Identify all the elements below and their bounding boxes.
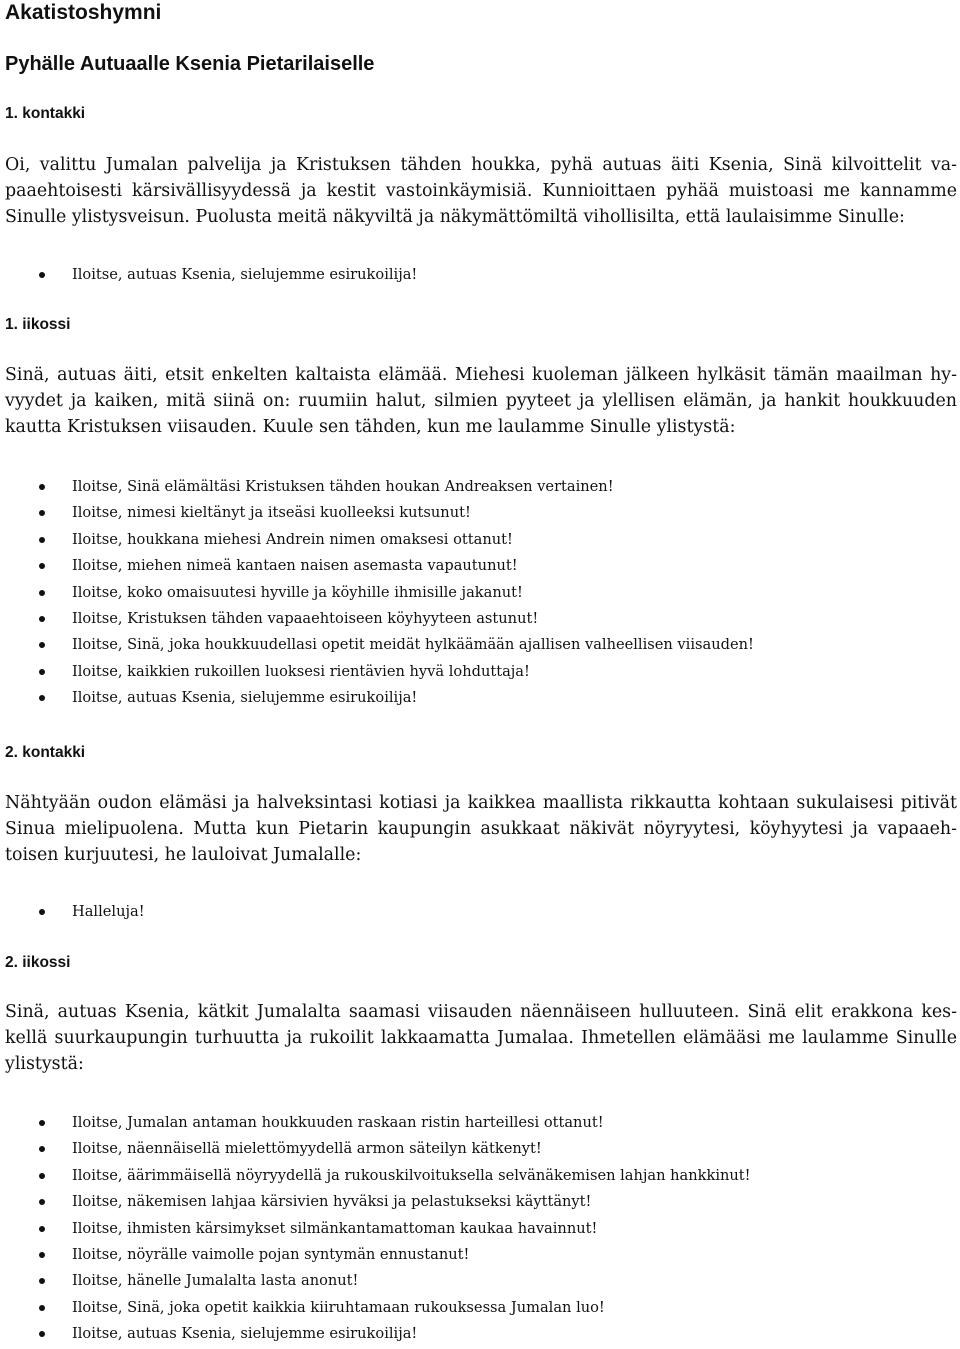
list-item xyxy=(0,1268,950,1294)
bullet-icon xyxy=(39,563,45,569)
section-paragraph: Sinä, autuas äiti, etsit enkelten kaltaista elämää. Miehesi kuoleman jälkeen hylkäsit tämän maailman hyvyydet ja kaiken, mitä siinä on: ruumiin halut, silmien pyyteet ja ylellisen elämän, ja hankit houkkuuden kautta Kristuksen viisauden. Kuule sen tähden, kun me laulamme Sinulle ylistystä: xyxy=(5,365,957,437)
list-item xyxy=(0,1189,950,1215)
section-heading: 2. iikossi xyxy=(5,954,71,971)
section-list xyxy=(0,474,950,712)
bullet-icon xyxy=(39,510,45,516)
list-item-text: Iloitse, Jumalan antaman houkkuuden raskaan ristin harteillesi ottanut! xyxy=(72,1114,604,1131)
list-item-text: Iloitse, miehen nimeä kantaen naisen asemasta vapautunut! xyxy=(72,557,518,575)
list-item-text: Iloitse, kaikkien rukoillen luoksesi rientävien hyvä lohduttaja! xyxy=(72,662,530,680)
bullet-icon xyxy=(39,484,45,490)
list-item xyxy=(0,1136,950,1162)
list-item xyxy=(0,685,950,711)
section-list xyxy=(0,1110,950,1348)
bullet-icon xyxy=(39,669,45,675)
document-subtitle: Pyhälle Autuaalle Ksenia Pietarilaiselle xyxy=(5,53,375,75)
list-item-text: Iloitse, autuas Ksenia, sielujemme esirukoilija! xyxy=(72,689,418,707)
list-item xyxy=(0,1110,950,1136)
list-item-text: Iloitse, näkemisen lahjaa kärsivien hyväksi ja pelastukseksi käyttänyt! xyxy=(72,1193,592,1211)
list-item-text: Iloitse, Sinä elämältäsi Kristuksen tähden houkan Andreaksen vertainen! xyxy=(72,478,614,495)
bullet-icon xyxy=(39,537,45,543)
bullet-icon xyxy=(39,272,45,278)
section-list xyxy=(0,262,950,288)
list-item-text: Iloitse, äärimmäisellä nöyryydellä ja rukouskilvoituksella selvänäkemisen lahjan hankkinut! xyxy=(72,1166,751,1184)
bullet-icon xyxy=(39,590,45,596)
list-item xyxy=(0,606,950,632)
list-item xyxy=(0,262,950,288)
section-paragraph: Nähtyään oudon elämäsi ja halveksintasi kotiasi ja kaikkea maallista rikkautta kohtaan sukulaisesi pitivät Sinua mielipuolena. Mutta kun Pietarin kaupungin asukkaat näkivät nöyryytesi, köyhyytesi ja vapaaehtoisen kurjuutesi, he lauloivat Jumalalle: xyxy=(5,793,957,865)
document-title: Akatistoshymni xyxy=(5,1,162,24)
section-heading: 2. kontakki xyxy=(5,744,86,761)
list-item-text: Halleluja! xyxy=(72,903,145,920)
list-item-text: Iloitse, hänelle Jumalalta lasta anonut! xyxy=(72,1272,359,1290)
list-item-text: Iloitse, Sinä, joka opetit kaikkia kiiruhtamaan rukouksessa Jumalan luo! xyxy=(72,1298,605,1316)
list-item-text: Iloitse, nöyrälle vaimolle pojan syntymän ennustanut! xyxy=(72,1245,470,1263)
list-item xyxy=(0,1321,950,1347)
bullet-icon xyxy=(39,1305,45,1311)
list-item xyxy=(0,1242,950,1268)
section-list xyxy=(0,899,950,925)
bullet-icon xyxy=(39,1146,45,1152)
list-item xyxy=(0,659,950,685)
list-item xyxy=(0,1163,950,1189)
list-item xyxy=(0,632,950,658)
list-item xyxy=(0,580,950,606)
bullet-icon xyxy=(39,616,45,622)
bullet-icon xyxy=(39,642,45,648)
section-paragraph: Sinä, autuas Ksenia, kätkit Jumalalta saamasi viisauden näennäiseen hulluuteen. Sinä elit erakkona keskellä suurkaupungin turhuutta ja rukoilit lakkaamatta Jumalaa. Ihmetellen elämääsi me laulamme Sinulle ylistystä: xyxy=(5,1002,957,1074)
section-paragraph: Oi, valittu Jumalan palvelija ja Kristuksen tähden houkka, pyhä autuas äiti Ksenia, Sinä kilvoittelit vapaaehtoisesti kärsivällisyydessä ja kestit vastoinkäymisiä. Kunnioittaen pyhää muistoasi me kannamme Sinulle ylistysveisun. Puolusta meitä näkyviltä ja näkymättömiltä vihollisilta, että laulaisimme Sinulle: xyxy=(5,155,957,227)
bullet-icon xyxy=(39,1199,45,1205)
list-item-text: Iloitse, autuas Ksenia, sielujemme esirukoilija! xyxy=(72,266,418,283)
list-item-text: Iloitse, nimesi kieltänyt ja itseäsi kuolleeksi kutsunut! xyxy=(72,504,471,522)
list-item xyxy=(0,527,950,553)
list-item xyxy=(0,553,950,579)
list-item-text: Iloitse, Sinä, joka houkkuudellasi opetit meidät hylkäämään ajallisen valheellisen viisauden! xyxy=(72,636,754,654)
list-item-text: Iloitse, ihmisten kärsimykset silmänkantamattoman kaukaa havainnut! xyxy=(72,1219,598,1237)
bullet-icon xyxy=(39,1173,45,1179)
bullet-icon xyxy=(39,1120,45,1126)
list-item xyxy=(0,1295,950,1321)
bullet-icon xyxy=(39,909,45,915)
bullet-icon xyxy=(39,1278,45,1284)
bullet-icon xyxy=(39,695,45,701)
section-heading: 1. iikossi xyxy=(5,316,71,333)
list-item-text: Iloitse, Kristuksen tähden vapaaehtoiseen köyhyyteen astunut! xyxy=(72,609,539,627)
list-item xyxy=(0,474,950,500)
list-item-text: Iloitse, koko omaisuutesi hyville ja köyhille ihmisille jakanut! xyxy=(72,583,523,601)
list-item-text: Iloitse, näennäisellä mielettömyydellä armon säteilyn kätkenyt! xyxy=(72,1140,542,1158)
list-item-text: Iloitse, houkkana miehesi Andrein nimen omaksesi ottanut! xyxy=(72,530,513,548)
list-item xyxy=(0,899,950,925)
list-item xyxy=(0,1216,950,1242)
list-item-text: Iloitse, autuas Ksenia, sielujemme esirukoilija! xyxy=(72,1325,418,1343)
list-item xyxy=(0,500,950,526)
bullet-icon xyxy=(39,1331,45,1337)
bullet-icon xyxy=(39,1252,45,1258)
bullet-icon xyxy=(39,1226,45,1232)
section-heading: 1. kontakki xyxy=(5,105,86,122)
